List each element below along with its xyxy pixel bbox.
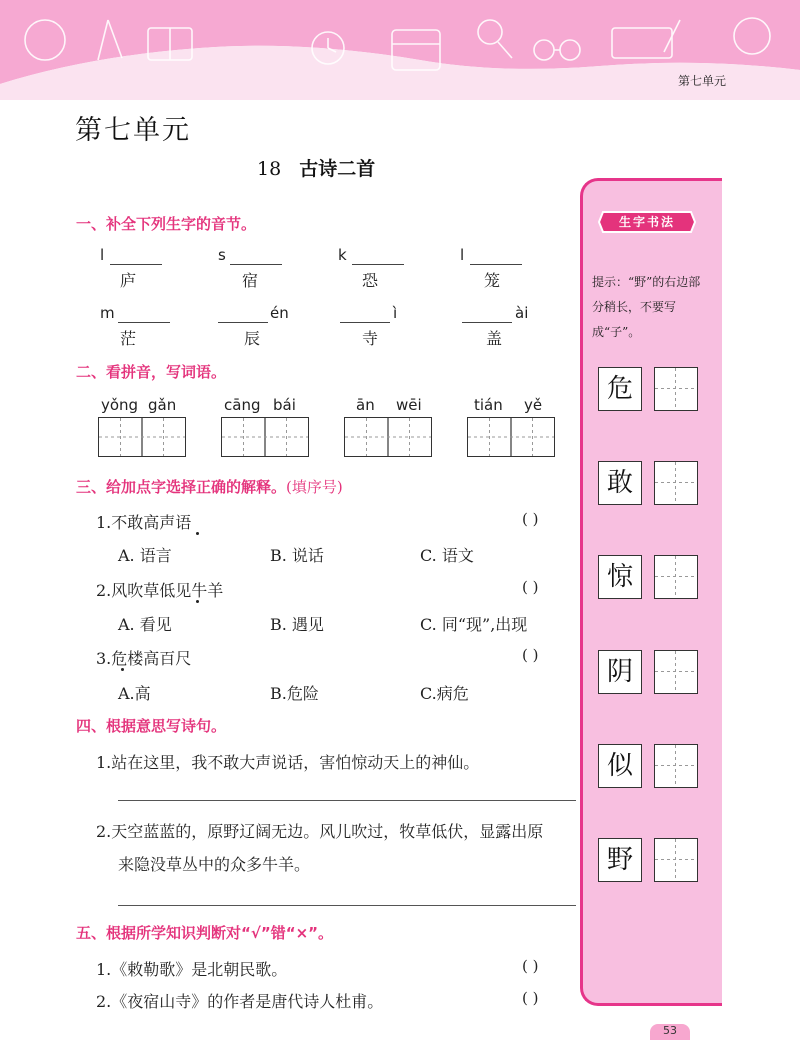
answer-blank[interactable] — [230, 264, 282, 265]
section5-heading: 五、根据所学知识判断对“√”错“×”。 — [76, 924, 334, 942]
pinyin-prefix: s — [218, 246, 226, 264]
model-char: 似 — [606, 751, 633, 781]
judge-item: 1.《敕勒歌》是北朝民歌。 — [96, 960, 288, 979]
sidebar-badge-label: 生字书法 — [618, 215, 675, 229]
section3-heading-text: 三、给加点字选择正确的解释。 — [76, 478, 287, 496]
pinyin-suffix: ài — [515, 304, 529, 322]
unit-title: 第七单元 — [75, 115, 191, 146]
question-text: 3.危楼高百尺 — [96, 649, 192, 668]
pinyin-prefix: m — [100, 304, 115, 322]
target-char: 庐 — [120, 271, 137, 290]
header-unit-tag: 第七单元 — [677, 74, 726, 88]
answer-paren[interactable]: ( ) — [522, 646, 539, 664]
model-char-box — [598, 461, 642, 505]
option-b: B. 遇见 — [270, 615, 324, 634]
practice-char-box[interactable] — [654, 838, 698, 882]
writing-grid[interactable] — [467, 417, 555, 457]
pinyin-suffix: én — [270, 304, 289, 322]
option-a: A. 看见 — [118, 615, 172, 634]
option-a: A. 语言 — [118, 546, 172, 565]
answer-paren[interactable]: ( ) — [522, 989, 539, 1007]
answer-paren[interactable]: ( ) — [522, 957, 539, 975]
judge-item: 2.《夜宿山寺》的作者是唐代诗人杜甫。 — [96, 992, 384, 1011]
writing-grid[interactable] — [344, 417, 432, 457]
target-char: 笼 — [484, 271, 501, 290]
target-char: 辰 — [244, 329, 261, 348]
model-char: 惊 — [606, 562, 633, 592]
answer-blank[interactable] — [118, 322, 170, 323]
lesson-title — [257, 154, 375, 181]
lesson-number: 18 — [257, 158, 282, 180]
question-text: 来隐没草丛中的众多牛羊。 — [118, 855, 311, 874]
option-a: A.高 — [118, 684, 151, 703]
emphasis-dot — [196, 600, 199, 603]
pinyin-syllable: yě — [524, 396, 543, 414]
model-char-box — [598, 650, 642, 694]
answer-line[interactable] — [118, 800, 576, 801]
section2-heading: 二、看拼音，写词语。 — [76, 363, 227, 381]
pinyin-syllable: yǒng — [101, 396, 139, 414]
section3-heading-note: (填序号) — [286, 478, 343, 496]
question-text: 1.不敢高声语 — [96, 513, 192, 532]
option-b: B. 说话 — [270, 546, 324, 565]
option-c: C. 语文 — [420, 546, 474, 565]
model-char-box — [598, 367, 642, 411]
option-c: C.病危 — [420, 684, 469, 703]
option-c: C. 同“现”,出现 — [420, 615, 528, 634]
question-text: 2.风吹草低见牛羊 — [96, 581, 224, 600]
question-text: 2.天空蓝蓝的，原野辽阔无边。风儿吹过，牧草低伏，显露出原 — [96, 822, 544, 841]
pinyin-syllable: tián — [474, 396, 503, 414]
target-char: 恐 — [362, 271, 379, 290]
target-char: 宿 — [242, 271, 259, 290]
pinyin-prefix: k — [338, 246, 347, 264]
sidebar-badge — [597, 210, 697, 234]
practice-char-box[interactable] — [654, 461, 698, 505]
model-char-box — [598, 555, 642, 599]
practice-char-box[interactable] — [654, 367, 698, 411]
section3-heading — [76, 476, 343, 497]
pinyin-syllable: wēi — [396, 396, 422, 414]
header-banner — [0, 0, 800, 110]
answer-paren[interactable]: ( ) — [522, 578, 539, 596]
model-char: 阴 — [606, 657, 633, 687]
answer-blank[interactable] — [340, 322, 390, 323]
answer-blank[interactable] — [462, 322, 512, 323]
pinyin-syllable: gǎn — [148, 396, 177, 414]
model-char: 敢 — [606, 468, 633, 498]
lesson-name: 古诗二首 — [299, 158, 376, 180]
model-char: 危 — [606, 374, 633, 404]
section4-heading: 四、根据意思写诗句。 — [76, 717, 227, 735]
header-decoration — [0, 0, 800, 110]
pinyin-syllable: bái — [273, 396, 296, 414]
pinyin-syllable: cāng — [224, 396, 261, 414]
practice-char-box[interactable] — [654, 650, 698, 694]
target-char: 盖 — [486, 329, 503, 348]
model-char: 野 — [606, 845, 633, 875]
model-char-box — [598, 744, 642, 788]
target-char: 寺 — [362, 329, 379, 348]
answer-line[interactable] — [118, 905, 576, 906]
pinyin-prefix: l — [460, 246, 465, 264]
answer-paren[interactable]: ( ) — [522, 510, 539, 528]
target-char: 茫 — [120, 329, 137, 348]
writing-grid[interactable] — [221, 417, 309, 457]
answer-blank[interactable] — [218, 322, 268, 323]
writing-grid[interactable] — [98, 417, 186, 457]
page-number: 53 — [650, 1024, 690, 1040]
emphasis-dot — [196, 532, 199, 535]
answer-blank[interactable] — [470, 264, 522, 265]
option-b: B.危险 — [270, 684, 319, 703]
answer-blank[interactable] — [110, 264, 162, 265]
sidebar-tip: 提示：“野”的右边部分稍长，不要写成“子”。 — [592, 275, 701, 339]
practice-char-box[interactable] — [654, 744, 698, 788]
pinyin-syllable: ān — [356, 396, 375, 414]
emphasis-dot — [121, 668, 124, 671]
model-char-box — [598, 838, 642, 882]
question-text: 1.站在这里，我不敢大声说话，害怕惊动天上的神仙。 — [96, 753, 480, 772]
section1-heading: 一、补全下列生字的音节。 — [76, 215, 257, 233]
pinyin-suffix: ì — [393, 304, 398, 322]
answer-blank[interactable] — [352, 264, 404, 265]
practice-char-box[interactable] — [654, 555, 698, 599]
pinyin-prefix: l — [100, 246, 105, 264]
